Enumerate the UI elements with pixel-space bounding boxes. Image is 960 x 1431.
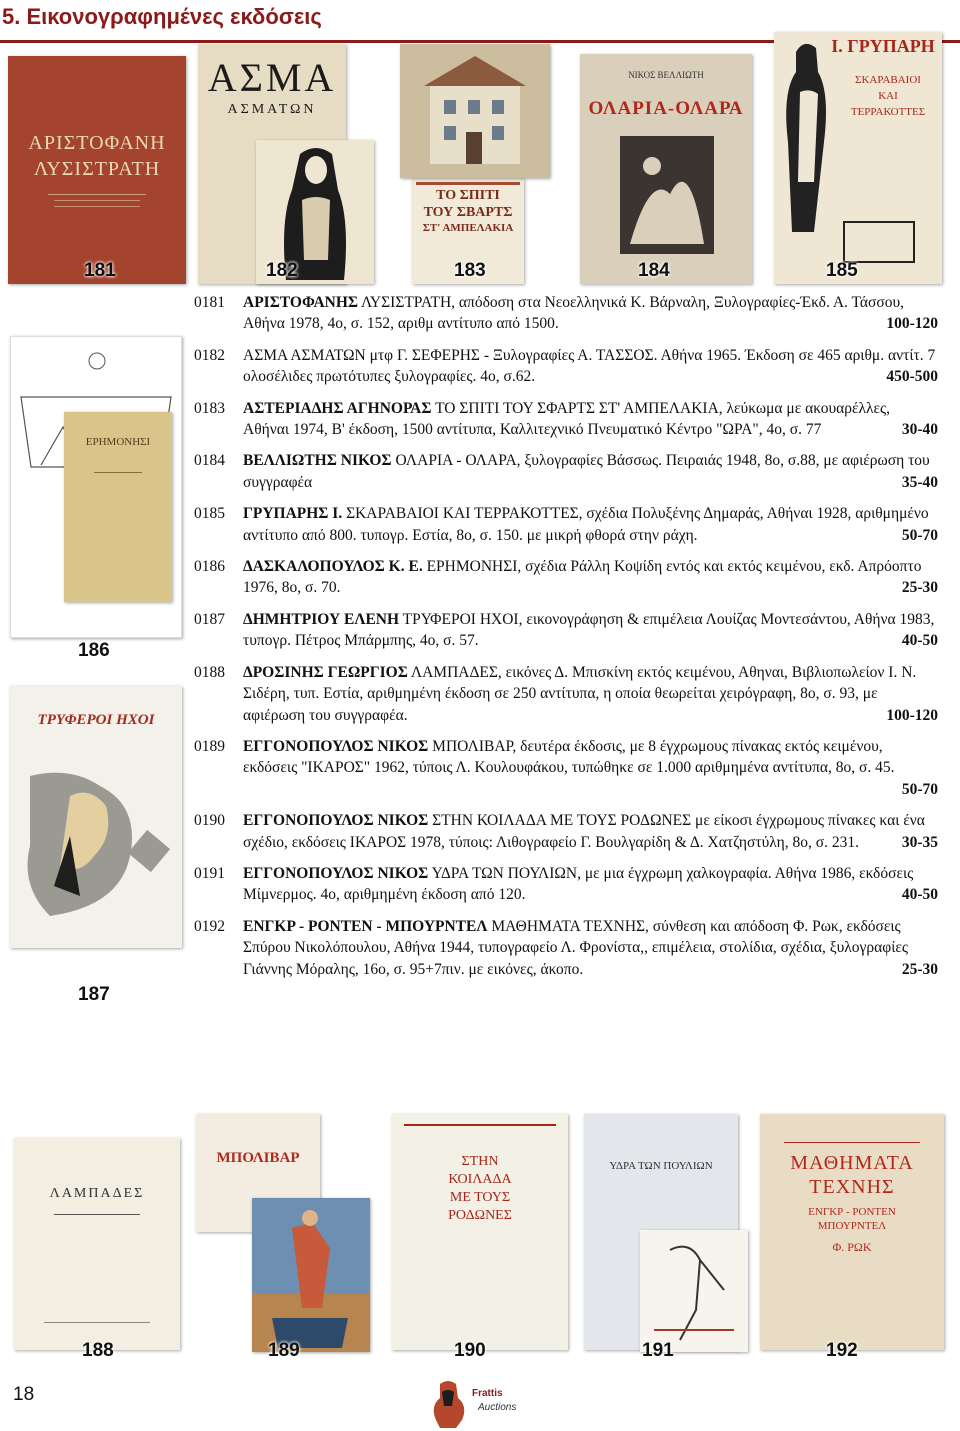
logo-text: Auctions [478,1402,517,1413]
cover-181[interactable] [8,56,186,284]
cover-title: ΑΡΙΣΤΟΦΑΝΗ [28,132,166,154]
catalogue-entry [194,609,938,652]
cover-186-book [64,412,172,602]
cover-title: ΑΣΜΑ [207,55,337,100]
entry-author: ΒΕΛΛΙΩΤΗΣ ΝΙΚΟΣ [243,452,392,470]
item-number: 184 [638,260,670,281]
cover-185[interactable] [774,32,942,284]
cover-191-etching [640,1230,748,1352]
entry-text: ΥΔΡΑ ΤΩΝ ΠΟΥΛΙΩΝ, με μια έγχρωμη χαλκογραφία. Αθήνα 1986, εκδόσεις Μίμνερμος. 4ο, αριθμημένη έκδοση από 120. [243,864,914,904]
cover-title: ΣΚΑΡΑΒΑΙΟΙ [855,74,921,86]
figure-drawing-icon [774,32,942,284]
cover-title: ΚΟΙΛΑΔΑ [448,1172,512,1187]
item-number: 182 [266,260,298,281]
catalogue-entries [194,292,938,990]
entry-text: ΣΤΗΝ ΚΟΙΛΑΔΑ ΜΕ ΤΟΥΣ ΡΟΔΩΝΕΣ με είκοσι έγχρωμους πίνακες και ένα σχέδιο, εκδόσεις ΙΚΑΡΟΣ 1978, τύποις: Λιθογραφείο Γ. Βουλγαρίδη & Δ. Χατζηστύλη, 8ο, σ. 231. [243,812,925,851]
entry-text: ΑΣΜΑ ΑΣΜΑΤΩΝ μτφ Γ. ΣΕΦΕΡΗΣ - Ξυλογραφίες Α. ΤΑΣΣΟΣ. Αθήνα 1965. Έκδοση σε 465 αριθμ. αντίτ. 7 ολοσέλιδες πρωτότυπες ξυλογραφίες. 4ο, σ.62. [243,346,936,386]
item-number: 190 [454,1340,486,1361]
item-number: 188 [82,1340,114,1361]
entry-author: ΔΑΣΚΑΛΟΠΟΥΛΟΣ Κ. Ε. [243,558,423,576]
item-number: 187 [78,984,110,1005]
entry-text: ΕΡΗΜΟΝΗΣΙ, σχέδια Ράλλη Κοψίδη εντός και εκτός κειμένου, εκδ. Απρόοπτο 1976, 8ο, σ. 70. [243,558,922,597]
cover-title: ΟΛΑΡΙΑ-ΟΛΑΡΑ [588,98,744,119]
cover-title: ΤΟ ΣΠΙΤΙ [436,188,500,203]
catalogue-entry [194,345,938,388]
lot-code: 0182 [194,346,225,364]
entry-text: ΛΥΣΙΣΤΡΑΤΗ, απόδοση στα Νεοελληνικά Κ. Βάρναλη, Ξυλογραφίες-Έκδ. Α. Τάσσου, Αθήνα 1978, 4ο, σ. 152, αριθμ αντίτυπο από 1500. [243,294,905,333]
item-number: 189 [268,1340,300,1361]
entry-author: ΔΡΟΣΙΝΗΣ ΓΕΩΡΓΙΟΣ [243,663,408,681]
entry-price: 50-70 [901,780,938,798]
item-number: 183 [454,260,486,281]
catalogue-entry [194,863,938,906]
lot-code: 0191 [194,864,225,882]
cover-183-top [400,44,550,178]
cover-author: ΝΙΚΟΣ ΒΕΛΛΙΩΤΗ [628,70,704,80]
frattis-logo [428,1376,534,1430]
cover-title: ΑΣΜΑΤΩΝ [227,102,317,117]
entry-author: ΔΗΜΗΤΡΙΟΥ ΕΛΕΝΗ [243,610,400,628]
cover-190[interactable] [392,1114,568,1350]
lot-code: 0183 [194,399,225,417]
entry-price: 25-30 [901,579,938,597]
illustration-figures-icon [10,686,182,948]
entry-author: ΕΝΓΚΡ - ΡΟΝΤΕΝ - ΜΠΟΥΡΝΤΕΛ [243,917,488,935]
cover-title: ΣΤ' ΑΜΠΕΛΑΚΙΑ [422,222,514,234]
entry-price: 450-500 [886,368,938,386]
item-number: 185 [826,260,858,281]
cover-title: ΚΑΙ [878,90,898,102]
entry-text: ΤΡΥΦΕΡΟΙ ΗΧΟΙ, εικονογράφηση & επιμέλεια Λουίζας Μοντεσάντου, Αθήνα 1983, τυπογρ. Πέτρος Μπάρμπης, 4ο, σ. 57. [243,610,935,650]
cover-title: ΜΑΘΗΜΑΤΑ [790,1152,914,1174]
entry-text: ΛΑΜΠΑΔΕΣ, εικόνες Δ. Μπισκίνη εκτός κειμένου, Αθηναι, Βιβλιοπωλείον Ι. Ν. Σιδέρη, τυπ. Εστία, αριθμημένη έκδοση σε 250 αντίτυπα, η οποία θεωρείται χειρόγραφη, 8ο, σ. 93, με αφιέρωση του συγγραφέα. [243,663,917,724]
lot-code: 0189 [194,737,225,755]
page-title: 5. Εικονογραφημένες εκδόσεις [2,4,322,29]
cover-title: ΕΡΗΜΟΝΗΣΙ [85,436,151,448]
cover-title: ΡΟΔΩΝΕΣ [448,1208,512,1223]
logo-text: Frattis [472,1388,503,1399]
catalogue-entry [194,556,938,599]
cover-title: ΥΔΡΑ ΤΩΝ ΠΟΥΛΙΩΝ [609,1160,713,1172]
cover-189-painting [252,1198,370,1352]
item-number: 186 [78,640,110,661]
lot-code: 0187 [194,610,225,628]
entry-author: ΑΡΙΣΤΟΦΑΝΗΣ [243,294,359,311]
item-number: 192 [826,1340,858,1361]
cover-title: ΣΤΗΝ [461,1154,499,1169]
entry-price: 100-120 [886,315,938,333]
entry-price: 25-30 [901,960,938,978]
page-number: 18 [13,1384,35,1405]
entry-price: 30-35 [901,833,938,851]
cover-title: ΕΝΓΚΡ - ΡΟΝΤΕΝ [808,1206,896,1218]
cover-title: ΜΕ ΤΟΥΣ [449,1190,511,1205]
entry-price: 50-70 [901,526,938,544]
item-number: 181 [84,260,116,281]
lot-code: 0184 [194,452,225,470]
cover-title: ΜΠΟΛΙΒΑΡ [216,1150,300,1166]
catalogue-entry [194,398,938,441]
cover-title: ΤΕΡΡΑΚΟΤΤΕΣ [850,106,926,118]
catalogue-entry [194,503,938,546]
entry-price: 35-40 [901,473,938,491]
entry-text: ΟΛΑΡΙΑ - ΟΛΑΡΑ, ξυλογραφίες Βάσσως. Πειραιάς 1948, 8ο, σ.88, με αφιέρωση του συγγραφέα [243,452,930,491]
cover-title: ΤΡΥΦΕΡΟΙ ΗΧΟΙ [37,712,155,728]
lot-code: 0188 [194,663,225,681]
catalogue-entry [194,736,938,800]
entry-price: 100-120 [886,706,938,724]
entry-text: ΤΟ ΣΠΙΤΙ ΤΟΥ ΣΦΑΡΤΣ ΣΤ' ΑΜΠΕΛΑΚΙΑ, λεύκωμα με ακουαρέλλες, Αθήναι 1974, Β' έκδοση, 1500 αντίτυπα, Καλλιτεχνικό Πνευματικό Κέντρο "ΩΡΑ", 4ο, σ. 77 [243,399,891,439]
catalogue-entry [194,662,938,726]
catalogue-entry [194,292,938,335]
entry-author: ΕΓΓΟΝΟΠΟΥΛΟΣ ΝΙΚΟΣ [243,864,429,882]
entry-text: ΜΠΟΛΙΒΑΡ, δευτέρα έκδοσις, με 8 έγχρωμους πίνακας εκτός κειμένου, εκδόσεις "ΙΚΑΡΟΣ" 1962, τύποις Λ. Κουλουφάκου, τυπώθηκε σε 1.000 αριθμημένα αντίτυπα, 8ο, σ. 45. [243,737,895,777]
lot-code: 0186 [194,558,225,576]
painting-figure-icon [252,1198,370,1352]
lot-code: 0181 [194,294,225,311]
cover-title: ΤΕΧΝΗΣ [809,1176,895,1198]
cover-187[interactable] [10,686,182,948]
catalogue-entry [194,450,938,493]
entry-text: ΣΚΑΡΑΒΑΙΟΙ ΚΑΙ ΤΕΡΡΑΚΟΤΤΕΣ, σχέδια Πολυξένης Δημαράς, Αθήναι 1928, αριθμημένο αντίτυπο από 800. τυπογρ. Εστία, 8ο, σ. 150. με μικρή φθορά στην ράχη. [243,505,929,544]
entry-author: ΓΡΥΠΑΡΗΣ Ι. [243,505,343,523]
entry-author: ΑΣΤΕΡΙΑΔΗΣ ΑΓΗΝΟΡΑΣ [243,399,432,417]
lot-code: 0192 [194,917,225,935]
lot-code: 0185 [194,505,225,523]
entry-text: ΜΑΘΗΜΑΤΑ ΤΕΧΝΗΣ, σύνθεση και απόδοση Φ. Ρωκ, εκδόσεις Σπύρου Νικολόπουλου, Αθήνα 1944, τυπογραφείο Λ. Φρονίστα,, επιμέλεια, στολίδια, σχέδια, ξυλογραφίες Γιάννης Μόραλης, 16ο, σ. 95+7πιν. με εικόνες, άκοπο. [243,917,909,978]
cover-188[interactable] [14,1138,180,1350]
lot-code: 0190 [194,812,225,830]
cover-title: ΛΑΜΠΑΔΕΣ [49,1186,145,1201]
cover-title: Φ. ΡΩΚ [832,1240,872,1254]
etching-figure-icon [640,1230,748,1352]
house-watercolor-icon [400,44,550,178]
cover-192[interactable] [760,1114,944,1350]
cover-title: Ι. ΓΡΥΠΑΡΗ [831,36,935,56]
cover-title: ΛΥΣΙΣΤΡΑΤΗ [33,158,161,180]
entry-price: 40-50 [901,886,938,904]
entry-price: 30-40 [901,421,938,439]
catalogue-entry [194,916,938,980]
entry-author: ΕΓΓΟΝΟΠΟΥΛΟΣ ΝΙΚΟΣ [243,737,429,755]
item-number: 191 [642,1340,674,1361]
woodcut-scene-icon [580,54,752,284]
cover-title: ΤΟΥ ΣΒΑΡΤΣ [423,205,513,220]
cover-title: ΜΠΟΥΡΝΤΕΛ [817,1220,887,1232]
entry-price: 40-50 [901,632,938,650]
cover-184[interactable] [580,54,752,284]
catalogue-entry [194,810,938,853]
entry-author: ΕΓΓΟΝΟΠΟΥΛΟΣ ΝΙΚΟΣ [243,812,429,830]
